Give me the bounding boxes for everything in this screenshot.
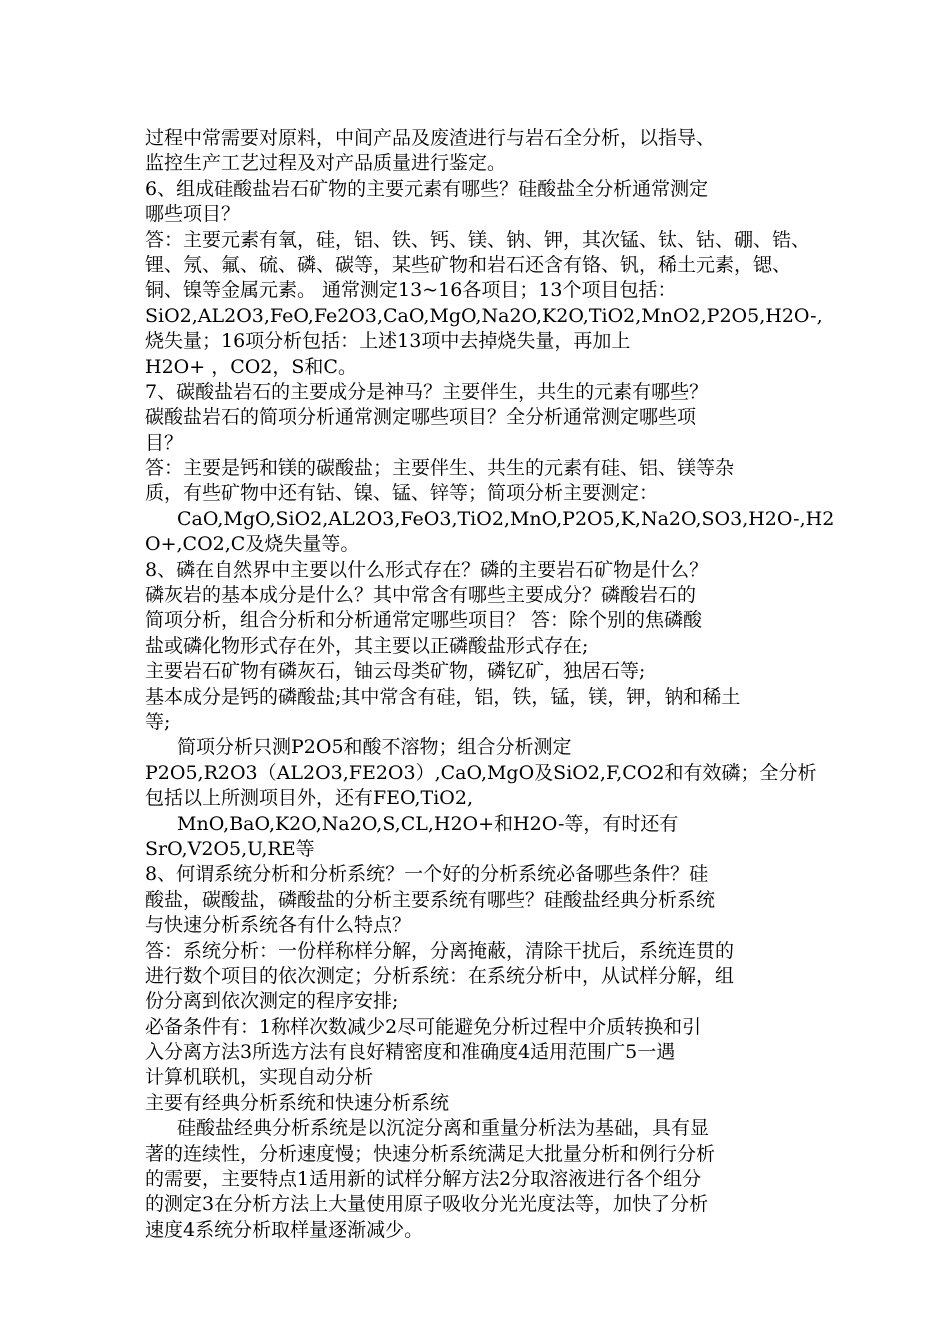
answer-line: 进行数个项目的依次测定；分析系统：在系统分析中，从试样分解，组 — [145, 964, 735, 987]
answer-line: 铜、镍等金属元素。 通常测定13~16各项目；13个项目包括： — [145, 279, 677, 302]
answer-line: 等; — [145, 710, 171, 733]
question-line: 简项分析，组合分析和分析通常定哪些项目？ 答：除个别的焦磷酸 — [145, 609, 703, 632]
answer-line: H2O+ ，CO2，S和C。 — [145, 355, 357, 378]
answer-line: 的需要，主要特点1适用新的试样分解方法2分取溶液进行各个组分 — [145, 1168, 702, 1191]
question-line: 酸盐，碳酸盐，磷酸盐的分析主要系统有哪些？硅酸盐经典分析系统 — [145, 888, 716, 911]
answer-line: 答：主要是钙和镁的碳酸盐；主要伴生、共生的元素有硅、铝、镁等杂 — [145, 457, 735, 480]
question-line: 碳酸盐岩石的简项分析通常测定哪些项目？全分析通常测定哪些项 — [145, 406, 697, 429]
answer-line: 锂、氖、氟、硫、磷、碳等，某些矿物和岩石还含有铬、钒，稀土元素，锶、 — [145, 253, 792, 276]
question-line: 7、碳酸盐岩石的主要成分是神马？主要伴生，共生的元素有哪些？ — [145, 380, 709, 403]
answer-line: 主要岩石矿物有磷灰石，铀云母类矿物，磷钇矿，独居石等; — [145, 660, 646, 683]
answer-line: 必备条件有：1称样次数减少2尽可能避免分析过程中介质转换和引 — [145, 1015, 702, 1038]
answer-line: SiO2,AL2O3,FeO,Fe2O3,CaO,MgO,Na2O,K2O,TiO2,MnO2,P2O5,H2O-, — [145, 304, 823, 327]
question-line: 磷灰岩的基本成分是什么？其中常含有哪些主要成分？磷酸岩石的 — [145, 584, 697, 607]
answer-line: 硅酸盐经典分析系统是以沉淀分离和重量分析法为基础，具有显 — [177, 1117, 710, 1140]
answer-line: 质，有些矿物中还有钴、镍、锰、锌等；简项分析主要测定： — [145, 482, 659, 505]
question-line: 6、组成硅酸盐岩石矿物的主要元素有哪些？硅酸盐全分析通常测定 — [145, 177, 709, 200]
question-line: 8、何谓系统分析和分析系统？一个好的分析系统必备哪些条件？硅 — [145, 863, 709, 886]
answer-line: 主要有经典分析系统和快速分析系统 — [145, 1091, 450, 1114]
answer-line: 烧失量；16项分析包括：上述13项中去掉烧失量，再加上 — [145, 330, 631, 353]
answer-line: 答：系统分析：一份样称样分解，分离掩蔽，清除干扰后，系统连贯的 — [145, 939, 735, 962]
answer-line: CaO,MgO,SiO2,AL2O3,FeO3,TiO2,MnO,P2O5,K,Na2O,SO3,H2O-,H2 — [177, 507, 835, 530]
answer-line: 基本成分是钙的磷酸盐;其中常含有硅，铝，铁，锰，镁，钾，钠和稀土 — [145, 685, 741, 708]
answer-line: O+,CO2,C及烧失量等。 — [145, 533, 360, 556]
answer-line: 简项分析只测P2O5和酸不溶物；组合分析测定 — [177, 736, 572, 759]
answer-line: 的测定3在分析方法上大量使用原子吸收分光光度法等，加快了分析 — [145, 1193, 709, 1216]
answer-line: P2O5,R2O3（AL2O3,FE2O3）,CaO,MgO及SiO2,F,CO2和有效磷；全分析 — [145, 761, 817, 784]
text-line: 过程中常需要对原料，中间产品及废渣进行与岩石全分析，以指导、 — [145, 127, 716, 149]
question-line: 目？ — [145, 431, 184, 454]
question-line: 与快速分析系统各有什么特点？ — [145, 914, 412, 937]
text-line: 监控生产工艺过程及对产品质量进行鉴定。 — [145, 152, 507, 175]
document-body — [145, 126, 835, 1243]
answer-line: 计算机联机，实现自动分析 — [145, 1066, 374, 1089]
answer-line: 答：主要元素有氧，硅，铝、铁、钙、镁、钠、钾，其次锰、钛、钴、硼、锆、 — [145, 228, 811, 251]
answer-line: SrO,V2O5,U,RE等 — [145, 837, 315, 860]
answer-line: MnO,BaO,K2O,Na2O,S,CL,H2O+和H2O-等，有时还有 — [177, 812, 679, 835]
answer-line: 速度4系统分析取样量逐渐减少。 — [145, 1218, 424, 1241]
answer-line: 份分离到依次测定的程序安排; — [145, 990, 399, 1013]
answer-line: 著的连续性，分析速度慢；快速分析系统满足大批量分析和例行分析 — [145, 1142, 716, 1165]
answer-line: 入分离方法3所选方法有良好精密度和准确度4适用范围广5一遇 — [145, 1041, 676, 1064]
answer-line: 包括以上所测项目外，还有FEO,TiO2, — [145, 787, 474, 810]
answer-line: 盐或磷化物形式存在外，其主要以正磷酸盐形式存在; — [145, 634, 589, 657]
question-line: 8、磷在自然界中主要以什么形式存在？磷的主要岩石矿物是什么？ — [145, 558, 709, 581]
question-line: 哪些项目？ — [145, 203, 241, 226]
